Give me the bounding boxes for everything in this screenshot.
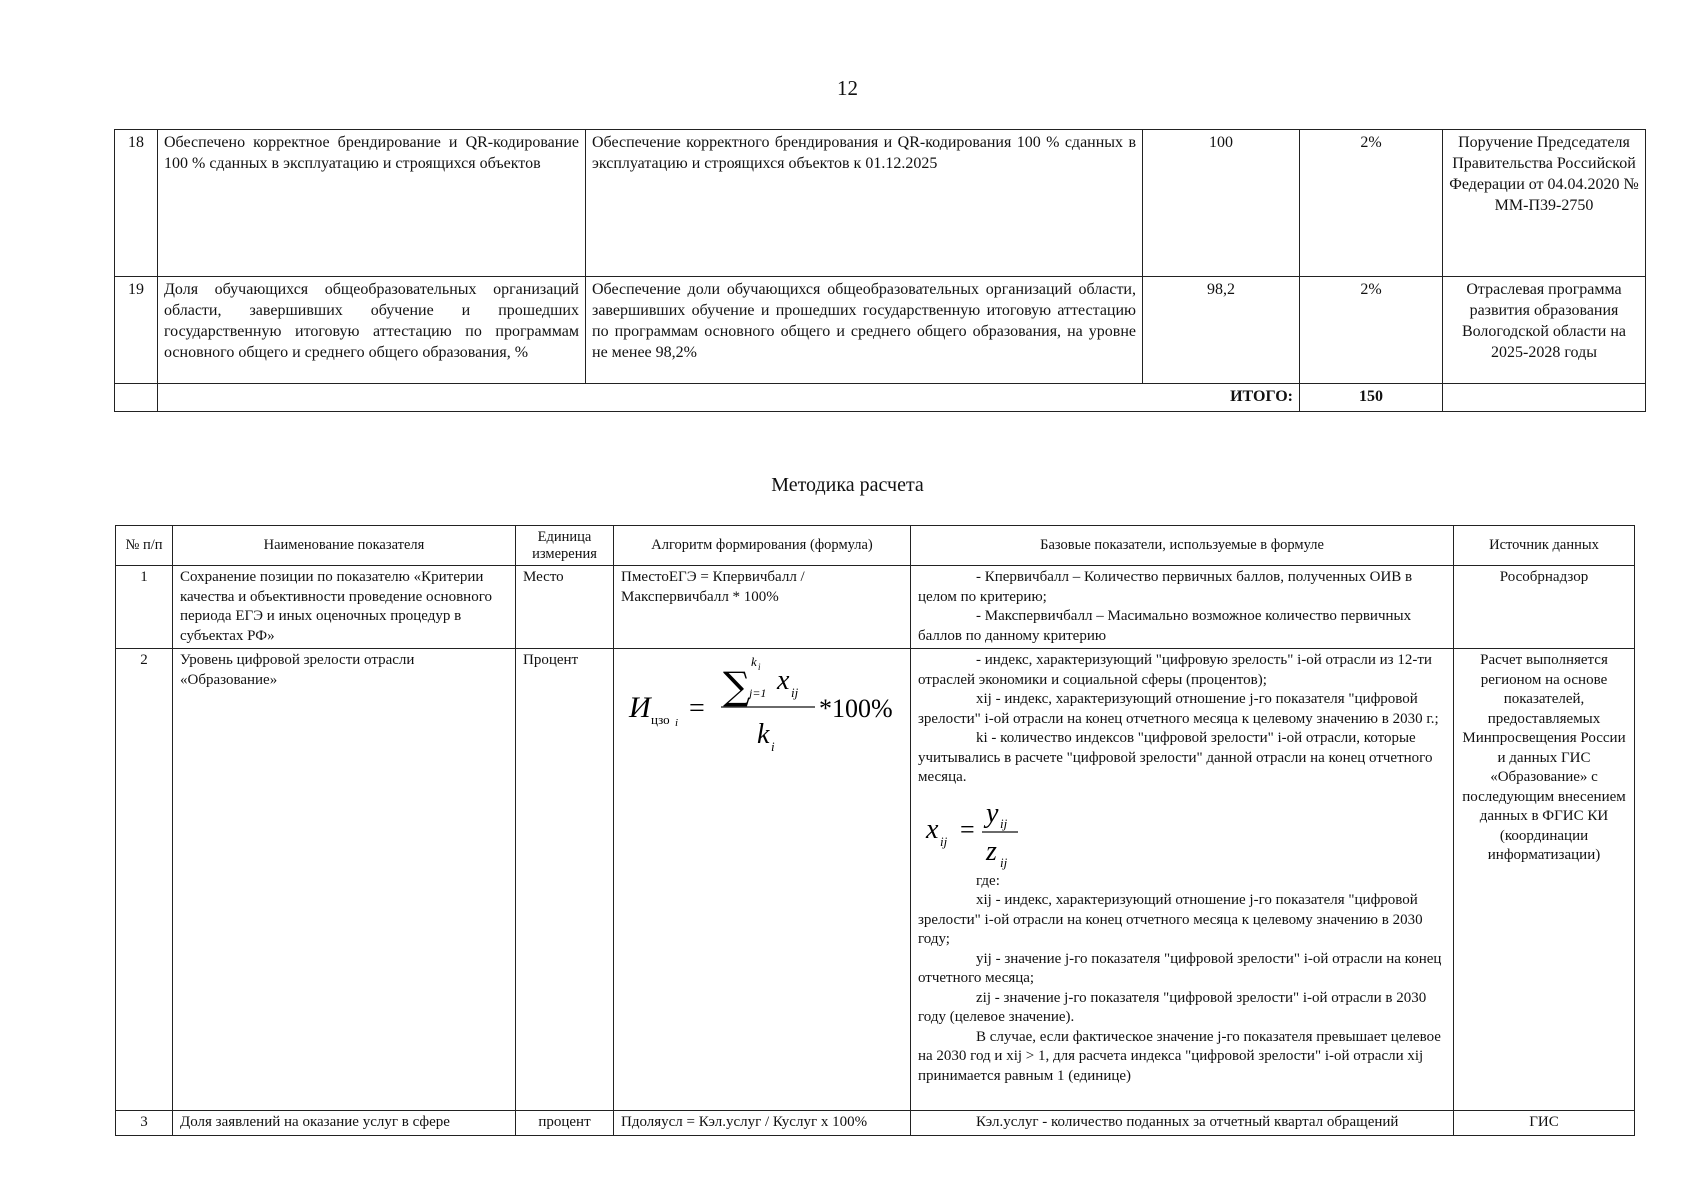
- formula-denominator-sub: i: [771, 739, 775, 754]
- indicator-weight: 2%: [1300, 277, 1443, 384]
- formula-sum-top: k: [751, 654, 757, 669]
- formula-x-sub: ij: [791, 685, 799, 700]
- formula-lhs: И: [629, 691, 651, 724]
- base-line: ki - количество индексов "цифровой зрелости" i-ой отрасли, которые учитывались в расчете "цифровой зрелости" данной отрасли на конец отчетного месяца.: [918, 730, 1433, 785]
- row-number: 2: [116, 649, 173, 1111]
- unit: процент: [516, 1111, 614, 1136]
- where-label: где:: [976, 872, 1000, 889]
- header-num: № п/п: [116, 526, 173, 566]
- formula-tail: *100%: [819, 694, 893, 723]
- table-row: [116, 649, 1635, 1111]
- base-line: - индекс, характеризующий "цифровую зрелость" i-ой отрасли из 12-ти отраслей экономики и социальной сферы (процентов);: [918, 652, 1432, 688]
- base-line: - Макспервичбалл – Масимально возможное количество первичных баллов по данному критерию: [918, 608, 1412, 644]
- table-row: [116, 1111, 1635, 1136]
- svg-text:ij: ij: [1000, 854, 1008, 870]
- formula-lhs-sub2: i: [675, 717, 679, 729]
- table-row: [115, 130, 1646, 277]
- row-number: 19: [115, 277, 158, 384]
- formula-equals: =: [689, 693, 705, 724]
- header-source: Источник данных: [1454, 526, 1635, 566]
- indicator-name: Доля обучающихся общеобразовательных организаций области, завершивших обучение и прошедших государственную итоговую аттестацию по программам основного общего и среднего общего образования, %: [158, 277, 586, 384]
- indicator-name: Уровень цифровой зрелости отрасли «Образование»: [173, 649, 516, 1111]
- svg-text:x: x: [926, 813, 939, 845]
- data-source: ГИС: [1454, 1111, 1635, 1136]
- data-source: Рособрнадзор: [1454, 566, 1635, 649]
- svg-text:ij: ij: [940, 833, 948, 849]
- methodology-table: [115, 525, 1635, 1136]
- formula-lhs-sub: цзо: [651, 712, 670, 727]
- table-header: [116, 526, 1635, 566]
- data-source: Расчет выполняется регионом на основе показателей, предоставляемых Минпросвещения России и данных ГИС «Образование» с последующим внесением данных в ФГИС КИ (координации информатизации): [1454, 649, 1635, 1111]
- header-name: Наименование показателя: [173, 526, 516, 566]
- row-number: 1: [116, 566, 173, 649]
- base-line: yij - значение j-го показателя "цифровой зрелости" i-ой отрасли на конец отчетного месяца;: [918, 950, 1442, 986]
- unit: Место: [516, 566, 614, 649]
- header-unit: Единица измерения: [516, 526, 614, 566]
- algorithm: ПместоЕГЭ = Кпервичбалл / Макспервичбалл * 100%: [614, 566, 911, 649]
- formula-x: x: [777, 665, 790, 696]
- base-line: В случае, если фактическое значение j-го показателя превышает целевое на 2030 год и xij > 1, для расчета индекса "цифровой зрелости" i-ой отрасли xij принимается равным 1 (единице): [918, 1028, 1441, 1084]
- total-label: ИТОГО:: [158, 384, 1300, 412]
- svg-text:=: =: [960, 814, 975, 844]
- header-base: Базовые показатели, используемые в формуле: [911, 526, 1454, 566]
- indicator-name: Сохранение позиции по показателю «Критерии качества и объективности проведение основного периода ЕГЭ и иных оценочных процедур в субъектах РФ»: [173, 566, 516, 649]
- base-line: xij - индекс, характеризующий отношение j-го показателя "цифровой зрелости" i-ой отрасли на конец отчетного месяца к целевому значению в 2030 году;: [918, 892, 1423, 947]
- base-line: - Кпервичбалл – Количество первичных баллов, полученных ОИВ в целом по критерию;: [918, 569, 1413, 605]
- row-number: 3: [116, 1111, 173, 1136]
- digital-maturity-formula: [621, 651, 901, 756]
- indicator-description: Обеспечение корректного брендирования и QR-кодирования 100 % сданных в эксплуатацию и строящихся объектов к 01.12.2025: [586, 130, 1143, 277]
- section-title: Методика расчета: [771, 474, 924, 496]
- base-line: zij - значение j-го показателя "цифровой зрелости" i-ой отрасли в 2030 году (целевое значение).: [918, 989, 1427, 1025]
- base-indicators: [911, 1111, 1454, 1136]
- svg-text:z: z: [986, 835, 997, 867]
- algorithm: [614, 649, 911, 1111]
- total-value: 150: [1300, 384, 1443, 412]
- svg-text:y: y: [986, 797, 999, 829]
- formula-sum-bottom: j=1: [749, 686, 767, 700]
- base-line: Кэл.услуг - количество поданных за отчетный квартал обращений: [976, 1114, 1399, 1130]
- indicator-value: 100: [1143, 130, 1300, 277]
- header-algorithm: Алгоритм формирования (формула): [614, 526, 911, 566]
- algorithm: Пдоляусл = Кэл.услуг / Куслуг х 100%: [614, 1111, 911, 1136]
- indicator-name: Обеспечено корректное брендирование и QR-кодирование 100 % сданных в эксплуатацию и строящихся объектов: [158, 130, 586, 277]
- indicators-table: [114, 129, 1646, 412]
- indicator-source: Поручение Председателя Правительства Российской Федерации от 04.04.2020 № ММ-П39-2750: [1443, 130, 1646, 277]
- svg-text:ij: ij: [1000, 815, 1008, 831]
- row-number: 18: [115, 130, 158, 277]
- indicator-description: Обеспечение доли обучающихся общеобразовательных организаций области, завершивших обучение и прошедших государственную итоговую аттестацию по программам основного общего и среднего общего образования, на уровне не менее 98,2%: [586, 277, 1143, 384]
- indicator-name: Доля заявлений на оказание услуг в сфере: [173, 1111, 516, 1136]
- indicator-weight: 2%: [1300, 130, 1443, 277]
- base-line: xij - индекс, характеризующий отношение j-го показателя "цифровой зрелости" i-ой отрасли на конец отчетного месяца к целевому значению в 2030 г.;: [918, 691, 1439, 727]
- indicator-value: 98,2: [1143, 277, 1300, 384]
- table-row: [115, 277, 1646, 384]
- formula-denominator: k: [757, 719, 770, 750]
- base-indicators: [911, 649, 1454, 1111]
- total-row: [115, 384, 1646, 412]
- indicator-source: Отраслевая программа развития образования Вологодской области на 2025-2028 годы: [1443, 277, 1646, 384]
- table-row: [116, 566, 1635, 649]
- base-indicators: [911, 566, 1454, 649]
- ratio-formula: [922, 794, 1052, 872]
- formula-sum-top-sub: i: [758, 662, 761, 672]
- formula-sum: ∑: [723, 664, 751, 708]
- unit: Процент: [516, 649, 614, 1111]
- page-number: 12: [837, 76, 858, 100]
